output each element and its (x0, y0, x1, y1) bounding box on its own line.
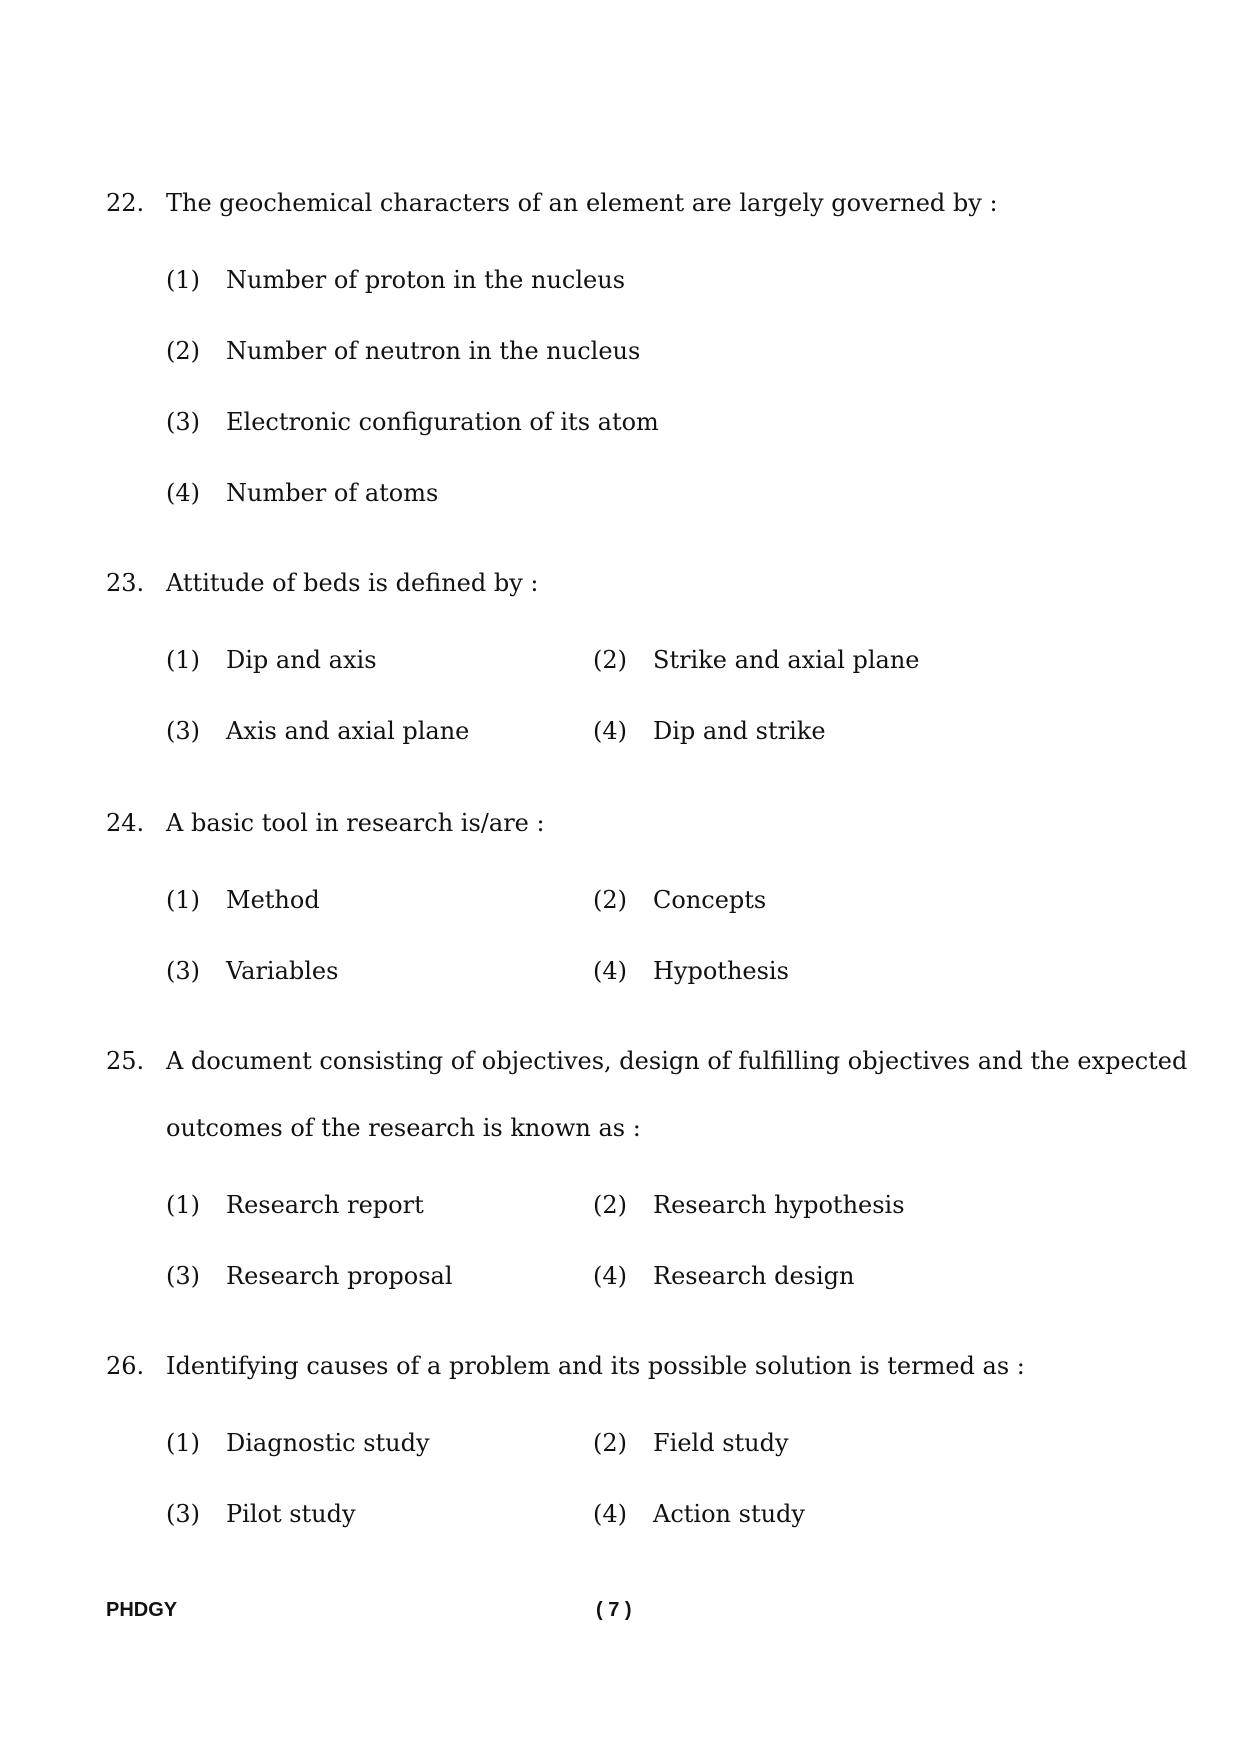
option-text: Concepts (653, 886, 767, 914)
option-text: Number of atoms (226, 479, 439, 507)
option-text: Number of proton in the nucleus (226, 266, 626, 294)
option-number: (4) (166, 479, 200, 507)
option-text: Strike and axial plane (653, 646, 920, 674)
option-text: Research design (653, 1262, 855, 1290)
question-text: A document consisting of objectives, design of fulfilling objectives and the expected (166, 1047, 1188, 1075)
option-text: Action study (653, 1500, 805, 1528)
option-number: (3) (166, 1500, 200, 1528)
question-number: 22. (106, 189, 145, 217)
option-text: Electronic configuration of its atom (226, 408, 659, 436)
option-number: (3) (166, 408, 200, 436)
option-number: (2) (593, 646, 627, 674)
option-number: (1) (166, 1429, 200, 1457)
option-text: Method (226, 886, 320, 914)
option-number: (1) (166, 266, 200, 294)
question-text: The geochemical characters of an element are largely governed by : (166, 189, 998, 217)
option-number: (4) (593, 717, 627, 745)
option-text: Diagnostic study (226, 1429, 430, 1457)
question-number: 25. (106, 1047, 145, 1075)
option-text: Research hypothesis (653, 1191, 905, 1219)
question-text: A basic tool in research is/are : (166, 809, 545, 837)
option-text: Variables (226, 957, 339, 985)
question-text-continued: outcomes of the research is known as : (166, 1114, 641, 1142)
option-text: Axis and axial plane (226, 717, 470, 745)
option-number: (2) (593, 1191, 627, 1219)
option-text: Field study (653, 1429, 789, 1457)
option-number: (4) (593, 1262, 627, 1290)
option-number: (1) (166, 646, 200, 674)
option-number: (3) (166, 957, 200, 985)
option-text: Dip and axis (226, 646, 377, 674)
option-number: (1) (166, 886, 200, 914)
option-text: Research report (226, 1191, 424, 1219)
option-number: (4) (593, 1500, 627, 1528)
option-number: (3) (166, 717, 200, 745)
option-text: Pilot study (226, 1500, 356, 1528)
question-text: Attitude of beds is defined by : (166, 569, 539, 597)
option-number: (1) (166, 1191, 200, 1219)
question-number: 26. (106, 1352, 145, 1380)
question-text: Identifying causes of a problem and its possible solution is termed as : (166, 1352, 1025, 1380)
option-number: (2) (593, 886, 627, 914)
page-number: ( 7 ) (596, 1599, 632, 1621)
question-number: 24. (106, 809, 145, 837)
option-text: Dip and strike (653, 717, 826, 745)
option-number: (4) (593, 957, 627, 985)
question-number: 23. (106, 569, 145, 597)
option-text: Hypothesis (653, 957, 789, 985)
option-text: Research proposal (226, 1262, 453, 1290)
paper-code: PHDGY (106, 1599, 178, 1621)
option-number: (2) (593, 1429, 627, 1457)
option-number: (2) (166, 337, 200, 365)
option-number: (3) (166, 1262, 200, 1290)
option-text: Number of neutron in the nucleus (226, 337, 641, 365)
